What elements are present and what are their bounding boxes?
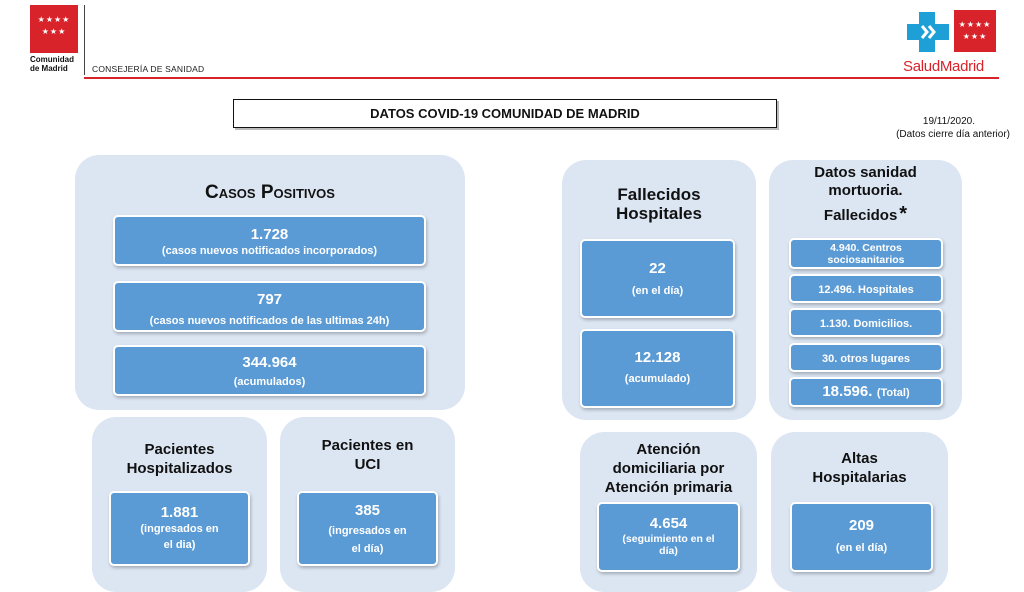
mortuoria-title: Datos sanidad mortuoria. Fallecidos * [814, 164, 917, 225]
mortuoria-total-box [789, 377, 943, 407]
comunidad-madrid-flag-logo: ★★★★ ★★★ [30, 5, 78, 53]
salud-madrid-flag-icon: ★★★★ ★★★ [954, 10, 996, 52]
fallecidos-value: 12.128 [634, 349, 681, 366]
date-note: (Datos cierre día anterior) [896, 129, 1010, 140]
report-date [880, 115, 1010, 141]
mortuoria-hospitales-box: 12.496. Hospitales [789, 274, 943, 303]
altas-box [790, 502, 933, 572]
casos-acumulados-box [113, 345, 426, 396]
fallecidos-dia-box [580, 239, 735, 318]
hospitalizados-title: Pacientes Hospitalizados [126, 441, 233, 477]
header-divider [84, 5, 85, 75]
atencion-box [597, 502, 740, 572]
total-value: 18.596. [822, 383, 873, 400]
fallecidos-hospitales-title: Fallecidos Hospitales [616, 185, 702, 223]
uci-label: (ingresados en el día) [328, 525, 407, 555]
uci-title: Pacientes en UCI [321, 437, 414, 473]
salud-madrid-cross-logo [905, 10, 951, 54]
atencion-value: 4.654 [649, 515, 688, 532]
casos-value: 1.728 [250, 226, 289, 243]
casos-label: (casos nuevos notificados incorporados) [161, 245, 378, 257]
total-label: (Total) [876, 387, 910, 399]
page-title: DATOS COVID-19 COMUNIDAD DE MADRID [233, 99, 777, 128]
fallecidos-value: 22 [649, 260, 666, 277]
hospitalizados-box [109, 491, 250, 566]
atencion-label: (seguimiento en el día) [622, 533, 715, 557]
casos-nuevos-24h-box [113, 281, 426, 332]
fallecidos-label: (en el día) [631, 285, 684, 297]
fallecidos-label: (acumulado) [624, 373, 691, 385]
asterisk-mark: * [899, 203, 908, 225]
uci-box [297, 491, 438, 566]
casos-label: (casos nuevos notificados de las ultimas 24h) [149, 315, 390, 327]
altas-value: 209 [848, 517, 875, 534]
mortuoria-sociosanitarios-box: 4.940. Centros sociosanitarios [789, 238, 943, 269]
casos-label: (acumulados) [233, 376, 306, 388]
altas-title: Altas Hospitalarias [812, 450, 907, 486]
hospitalizados-label: (ingresados en el dia) [140, 523, 219, 551]
fallecidos-subtitle: Fallecidos [823, 207, 898, 224]
department-name: CONSEJERÍA DE SANIDAD [92, 64, 205, 74]
altas-label: (en el día) [835, 542, 888, 554]
date-value: 19/11/2020. [922, 116, 975, 127]
region-name: Comunidad de Madrid [30, 55, 74, 73]
mortuoria-otros-box: 30. otros lugares [789, 343, 943, 372]
uci-value: 385 [354, 502, 381, 519]
header-rule [84, 77, 999, 79]
atencion-title: Atención domiciliaria por Atención primaria [604, 441, 733, 496]
salud-madrid-brand: SaludMadrid [903, 58, 984, 75]
mortuoria-domicilios-box: 1.130. Domicilios. [789, 308, 943, 337]
casos-value: 797 [256, 291, 283, 308]
fallecidos-acumulado-box [580, 329, 735, 408]
casos-nuevos-incorporados-box [113, 215, 426, 266]
casos-positivos-title: Casos Positivos [205, 182, 335, 203]
hospitalizados-value: 1.881 [160, 504, 199, 521]
casos-value: 344.964 [242, 354, 297, 371]
